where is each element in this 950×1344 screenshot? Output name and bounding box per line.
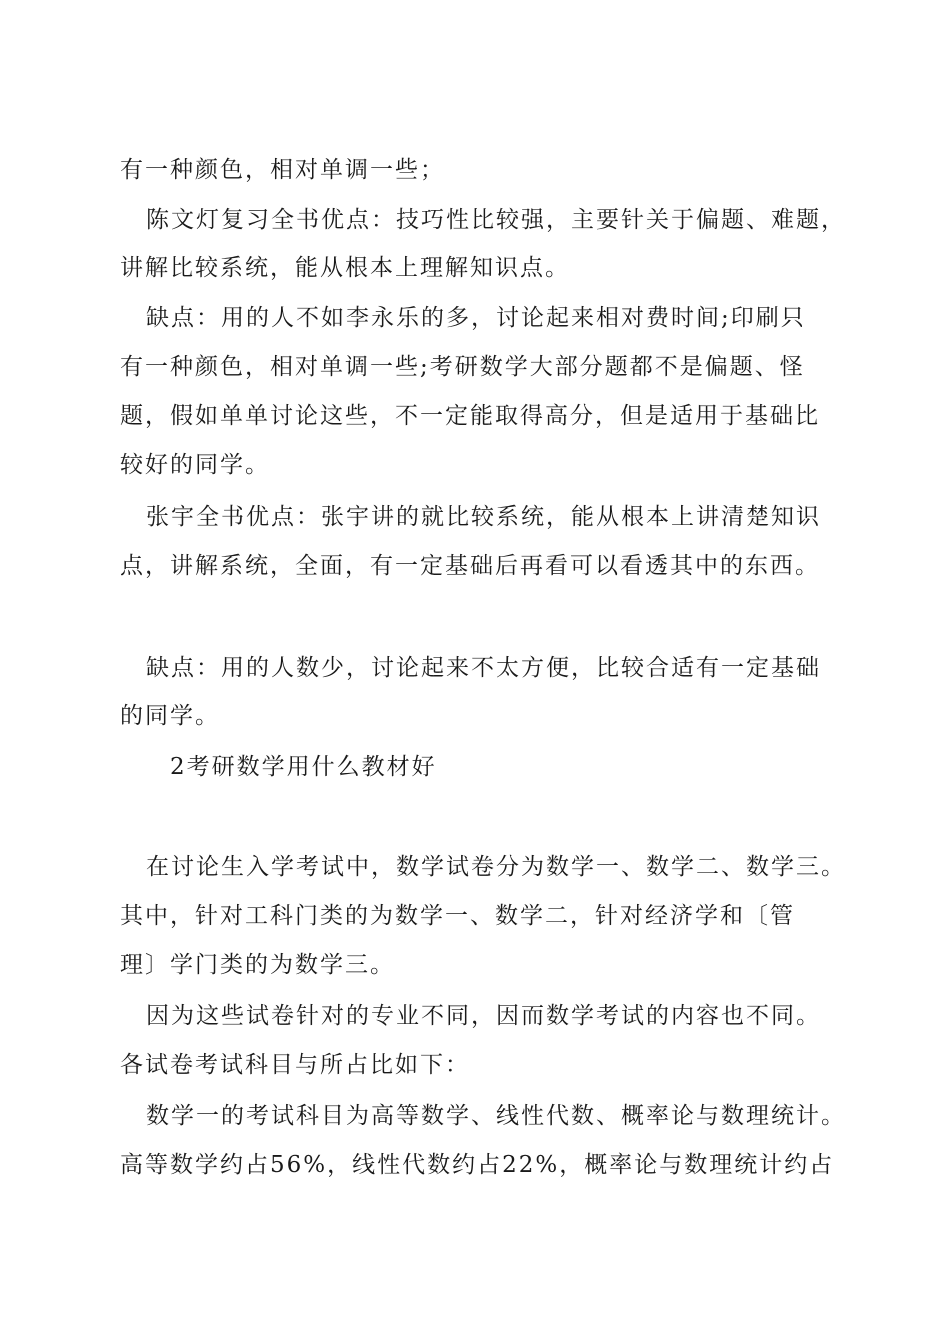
text-line: 题，假如单单讨论这些，不一定能取得高分，但是适用于基础比 bbox=[120, 403, 820, 429]
text-line: 数学一的考试科目为高等数学、线性代数、概率论与数理统计。 bbox=[146, 1103, 846, 1129]
text-line: 各试卷考试科目与所占比如下： bbox=[120, 1052, 470, 1078]
text-line: 有一种颜色，相对单调一些； bbox=[120, 157, 445, 183]
text-line: 高等数学约占56%，线性代数约占22%，概率论与数理统计约占 bbox=[120, 1152, 835, 1178]
text-line: 缺点：用的人不如李永乐的多，讨论起来相对费时间;印刷只 bbox=[146, 305, 806, 331]
text-line: 陈文灯复习全书优点：技巧性比较强，主要针关于偏题、难题， bbox=[146, 207, 846, 233]
text-line: 讲解比较系统，能从根本上理解知识点。 bbox=[120, 255, 570, 281]
text-line: 的同学。 bbox=[120, 703, 220, 729]
text-line: 理〕学门类的为数学三。 bbox=[120, 952, 395, 978]
text-line: 其中，针对工科门类的为数学一、数学二，针对经济学和〔管 bbox=[120, 903, 795, 929]
section-heading: 2考研数学用什么教材好 bbox=[170, 754, 437, 780]
text-line: 张宇全书优点：张宇讲的就比较系统，能从根本上讲清楚知识 bbox=[146, 504, 821, 530]
text-line: 因为这些试卷针对的专业不同，因而数学考试的内容也不同。 bbox=[146, 1003, 821, 1029]
text-line: 点，讲解系统，全面，有一定基础后再看可以看透其中的东西。 bbox=[120, 553, 820, 579]
text-line: 在讨论生入学考试中，数学试卷分为数学一、数学二、数学三。 bbox=[146, 854, 846, 880]
text-line: 缺点：用的人数少，讨论起来不太方便，比较合适有一定基础 bbox=[146, 655, 821, 681]
text-line: 较好的同学。 bbox=[120, 452, 270, 478]
text-line: 有一种颜色，相对单调一些;考研数学大部分题都不是偏题、怪 bbox=[120, 354, 805, 380]
